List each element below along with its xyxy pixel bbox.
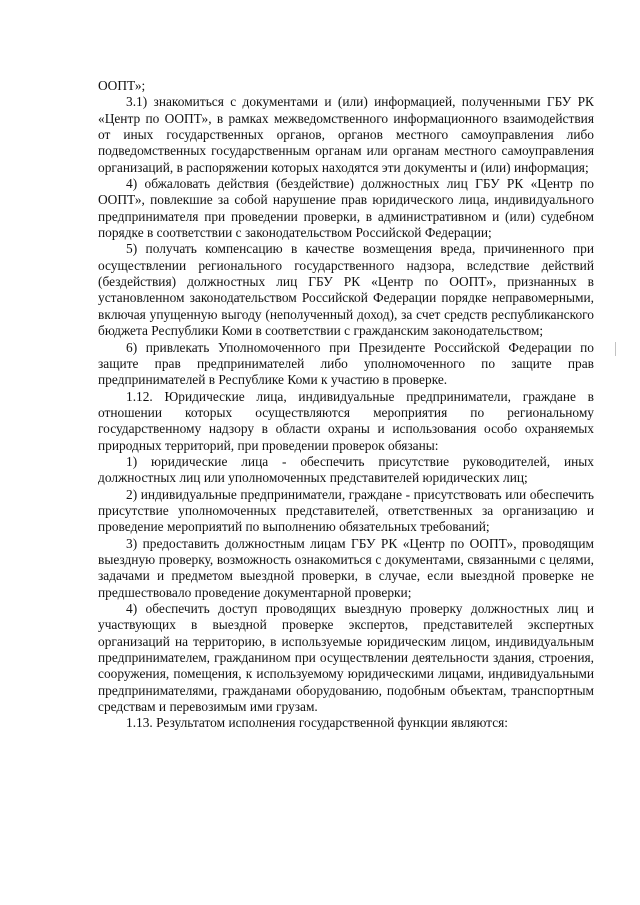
paragraph-1-12: 1.12. Юридические лица, индивидуальные предприниматели, граждане в отношении которых осуществляются мероприятия по региональному государственному надзору в области охраны и использования особо охраняемых природных территорий, при проведении проверок обязаны: xyxy=(98,388,594,453)
paragraph-1-12-item-3: 3) предоставить должностным лицам ГБУ РК «Центр по ООПТ», проводящим выездную проверку, возможность ознакомиться с документами, связанными с целями, задачами и предметом выездной проверки, в случае, если выездной проверке не предшествовало проведение документарной проверки; xyxy=(98,535,594,600)
paragraph-1-13: 1.13. Результатом исполнения государственной функции являются: xyxy=(126,715,509,731)
document-body xyxy=(98,78,594,732)
paragraph-continuation: ООПТ»; xyxy=(98,78,146,93)
paragraph-4: 4) обжаловать действия (бездействие) должностных лиц ГБУ РК «Центр по ООПТ», повлекшие за собой нарушение прав юридического лица, индивидуального предпринимателя при проведении проверки, в административном и (или) судебном порядке в соответствии с законодательством Российской Федерации; xyxy=(98,176,594,241)
scan-margin-mark xyxy=(615,342,616,356)
paragraph-1-12-item-1: 1) юридические лица - обеспечить присутствие руководителей, иных должностных лиц или уполномоченных представителей юридических лиц; xyxy=(98,453,594,486)
paragraph-5: 5) получать компенсацию в качестве возмещения вреда, причиненного при осуществлении регионального государственного надзора, вследствие действий (бездействия) должностных лиц ГБУ РК «Центр по ООПТ», признанных в установленном законодательством Российской Федерации порядке неправомерными, включая упущенную выгоду (неполученный доход), за счет средств республиканского бюджета Республики Коми в соответствии с гражданским законодательством; xyxy=(98,241,594,339)
paragraph-3-1: 3.1) знакомиться с документами и (или) информацией, полученными ГБУ РК «Центр по ООПТ», в рамках межведомственного информационного взаимодействия от иных государственных органов, органов местного самоуправления либо подведомственных государственным органам или органам местного самоуправления организаций, в распоряжении которых находятся эти документы и (или) информация; xyxy=(98,94,594,175)
paragraph-1-12-item-4: 4) обеспечить доступ проводящих выездную проверку должностных лиц и участвующих в выездной проверке экспертов, представителей экспертных организаций на территорию, в используемые юридическим лицом, индивидуальным предпринимателем, гражданином при осуществлении деятельности здания, строения, сооружения, помещения, к используемому юридическими лицами, индивидуальными предпринимателями, гражданами оборудованию, подобным объектам, транспортным средствам и перевозимым ими грузам. xyxy=(98,601,594,715)
paragraph-6: 6) привлекать Уполномоченного при Президенте Российской Федерации по защите прав предпринимателей либо уполномоченного по защите прав предпринимателей в Республике Коми к участию в проверке. xyxy=(98,339,594,388)
paragraph-1-12-item-2: 2) индивидуальные предприниматели, граждане - присутствовать или обеспечить присутствие уполномоченных представителей, ответственных за организацию и проведение мероприятий по выполнению обязательных требований; xyxy=(98,486,594,535)
